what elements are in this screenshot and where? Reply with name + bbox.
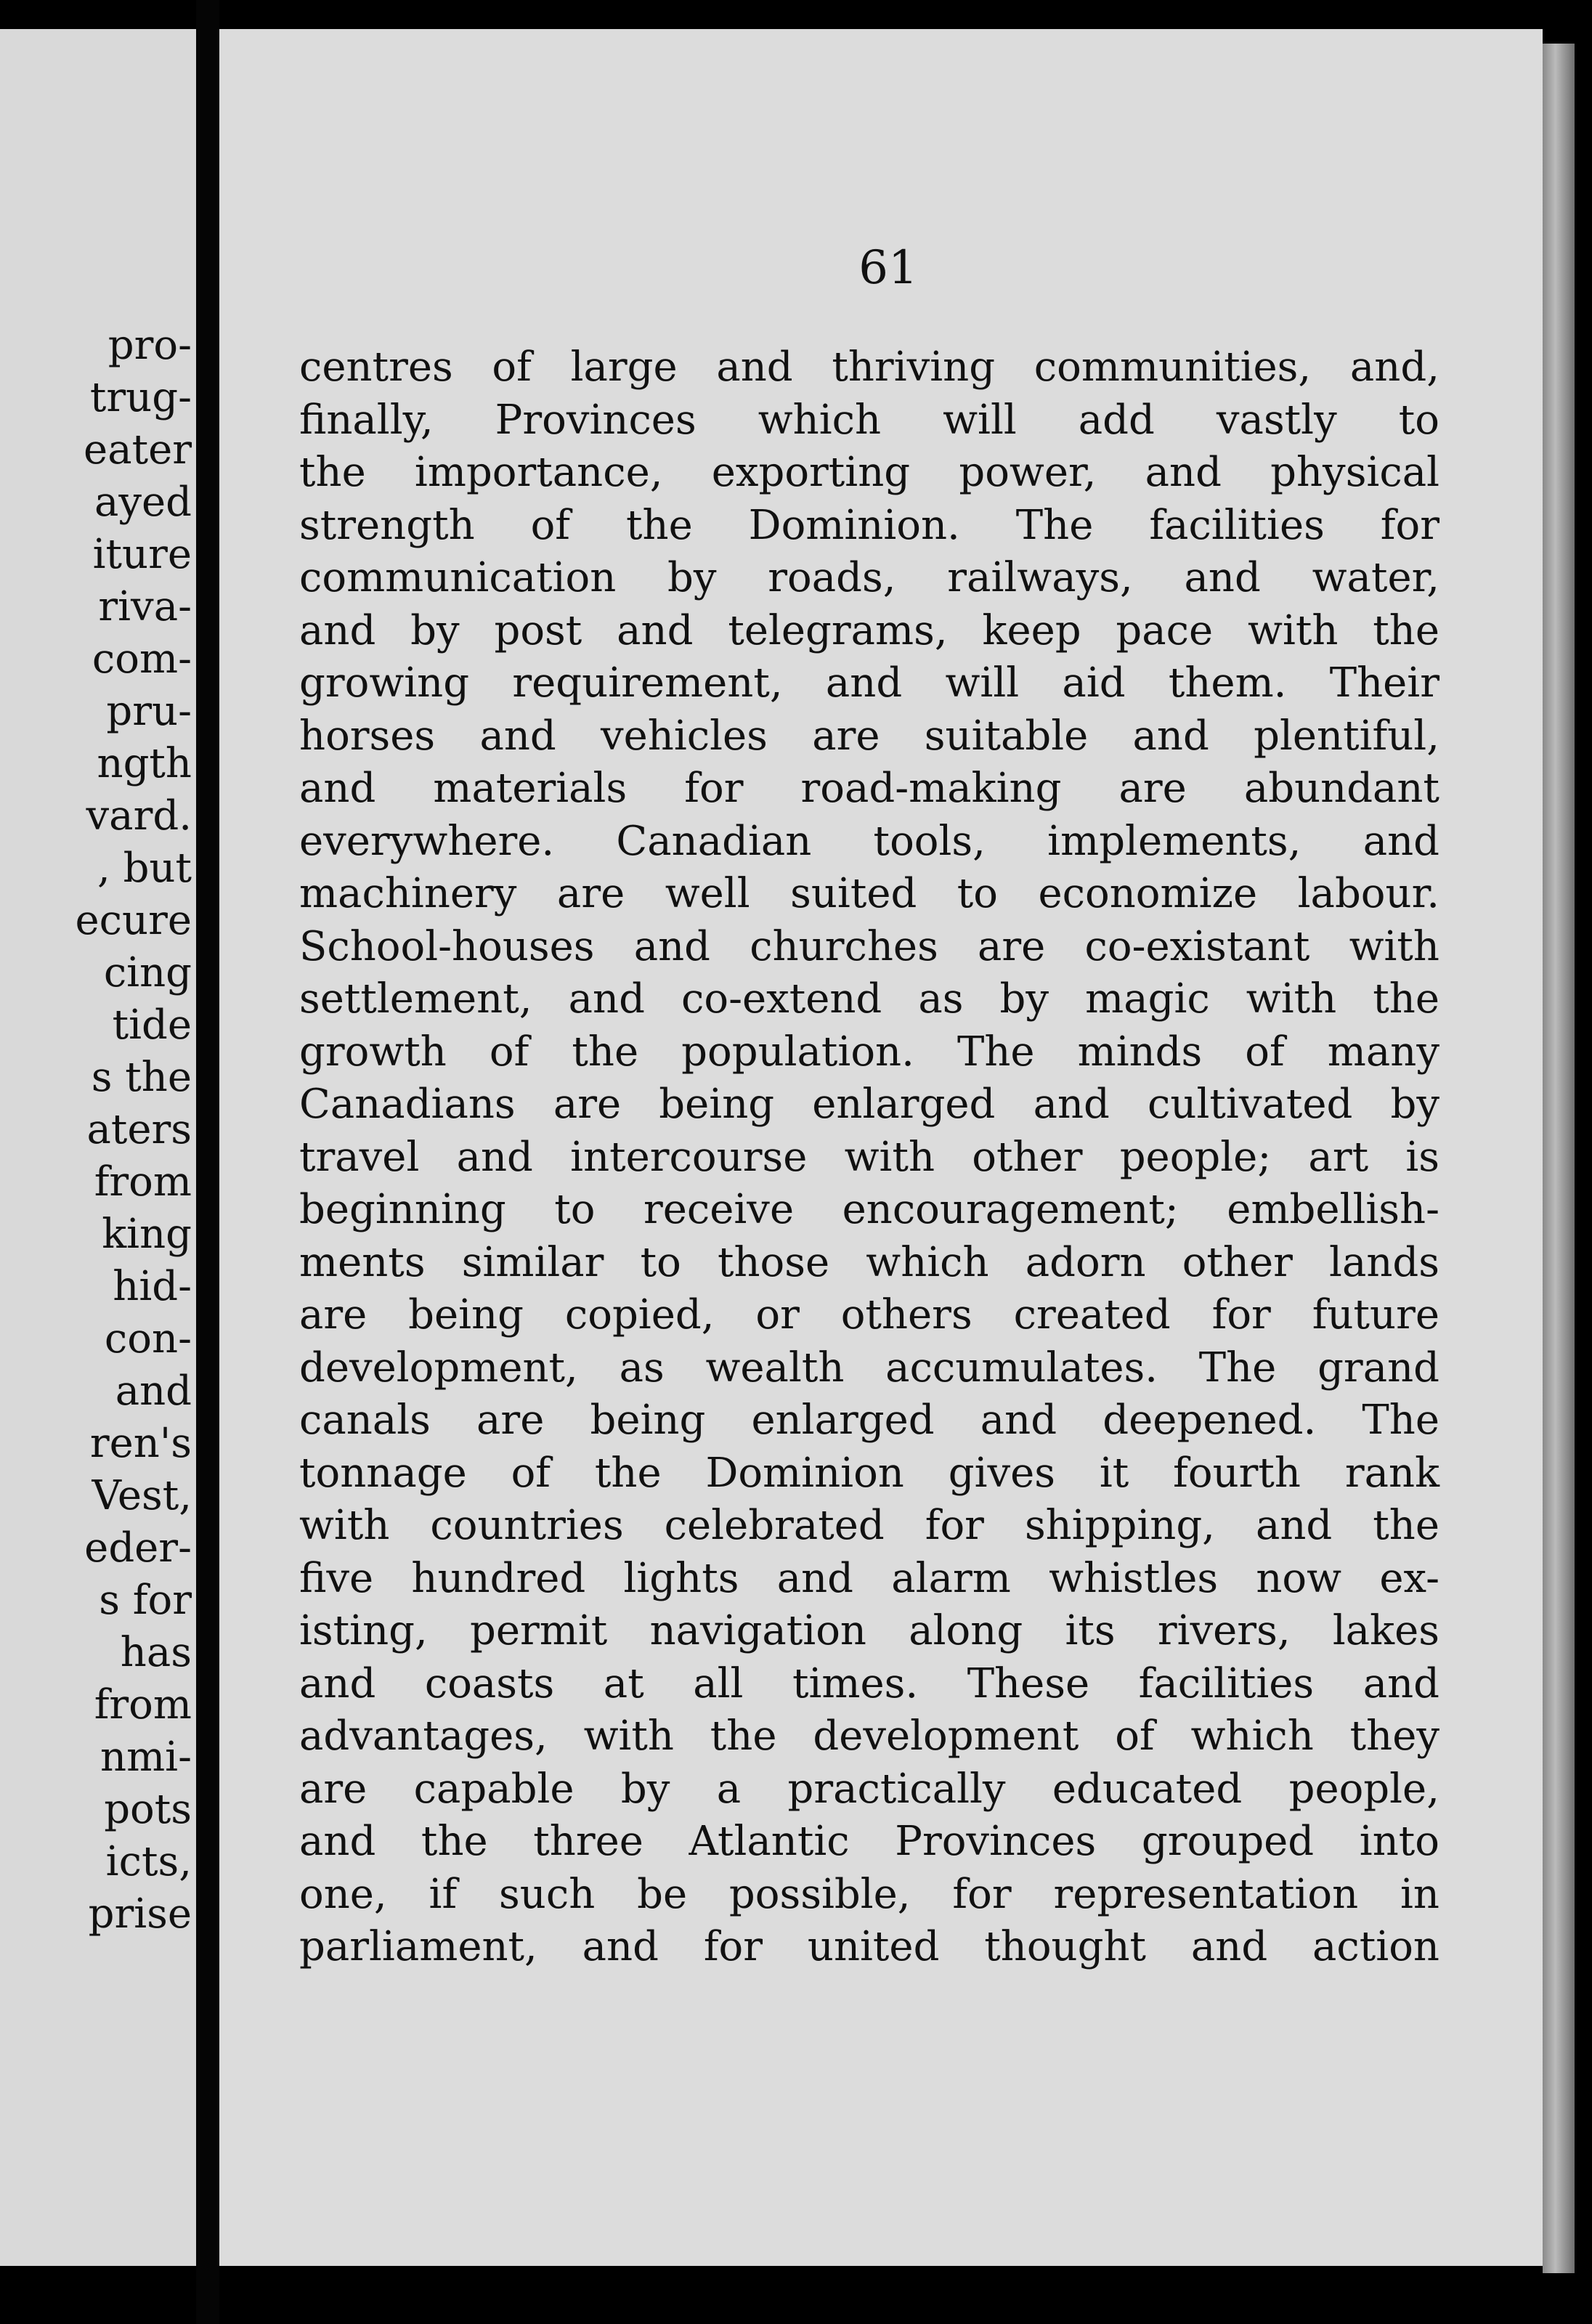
previous-page-text bbox=[10, 320, 192, 1941]
left-fragment: com- bbox=[92, 635, 192, 683]
left-fragment: iture bbox=[92, 531, 192, 578]
text-line: travel and intercourse with other people; art is bbox=[299, 1133, 1439, 1181]
text-line: and by post and telegrams, keep pace with the bbox=[299, 606, 1439, 654]
text-line: are being copied, or others created for future bbox=[299, 1291, 1439, 1338]
left-fragment: nmi- bbox=[100, 1734, 192, 1781]
text-line: parliament, and for united thought and action bbox=[299, 1923, 1439, 1970]
left-fragment: pots bbox=[104, 1786, 192, 1833]
left-fragment: pru- bbox=[106, 688, 192, 735]
text-line: horses and vehicles are suitable and plentiful, bbox=[299, 712, 1439, 760]
text-line: and materials for road-making are abundant bbox=[299, 765, 1439, 812]
left-fragment: pro- bbox=[107, 322, 192, 369]
left-fragment: eater bbox=[84, 426, 192, 474]
text-line: settlement, and co-extend as by magic with the bbox=[299, 975, 1439, 1023]
left-fragment: riva- bbox=[98, 583, 192, 630]
left-fragment: ayed bbox=[94, 479, 192, 526]
left-fragment: hid- bbox=[113, 1263, 192, 1310]
text-line: and coasts at all times. These facilities and bbox=[299, 1659, 1439, 1707]
left-fragment: from bbox=[94, 1681, 192, 1728]
text-line: development, as wealth accumulates. The grand bbox=[299, 1344, 1439, 1391]
left-fragment: prise bbox=[88, 1890, 192, 1938]
text-line: ments similar to those which adorn other lands bbox=[299, 1238, 1439, 1286]
text-line: advantages, with the development of which they bbox=[299, 1712, 1439, 1760]
text-line: machinery are well suited to economize labour. bbox=[299, 870, 1439, 917]
text-line: one, if such be possible, for representation in bbox=[299, 1870, 1439, 1918]
left-fragment: s the bbox=[91, 1054, 192, 1101]
left-fragment: trug- bbox=[89, 374, 192, 421]
text-line: everywhere. Canadian tools, implements, and bbox=[299, 817, 1439, 865]
text-line: growing requirement, and will aid them. Their bbox=[299, 659, 1439, 707]
page bbox=[219, 29, 1543, 2266]
left-fragment: from bbox=[94, 1158, 192, 1206]
text-line: finally, Provinces which will add vastly to bbox=[299, 396, 1439, 444]
left-fragment: ecure bbox=[75, 897, 192, 944]
left-fragment: icts, bbox=[105, 1838, 192, 1885]
text-line: with countries celebrated for shipping, and the bbox=[299, 1502, 1439, 1549]
text-line: centres of large and thriving communities, and, bbox=[299, 344, 1439, 391]
left-fragment: cing bbox=[103, 949, 192, 996]
page-number: 61 bbox=[858, 241, 918, 295]
text-line: isting, permit navigation along its rivers, lakes bbox=[299, 1607, 1439, 1654]
left-fragment: and bbox=[115, 1368, 192, 1415]
text-line: growth of the population. The minds of many bbox=[299, 1028, 1439, 1076]
left-fragment: eder- bbox=[84, 1524, 192, 1572]
text-line: communication by roads, railways, and water, bbox=[299, 554, 1439, 601]
body-text bbox=[299, 341, 1439, 1974]
text-line: School-houses and churches are co-existant with bbox=[299, 922, 1439, 970]
text-line: beginning to receive encouragement; embellish- bbox=[299, 1186, 1439, 1233]
left-fragment: vard. bbox=[86, 792, 192, 840]
previous-page-sliver bbox=[0, 29, 196, 2266]
text-line: and the three Atlantic Provinces grouped into bbox=[299, 1818, 1439, 1865]
text-line: are capable by a practically educated people, bbox=[299, 1765, 1439, 1813]
left-fragment: ngth bbox=[97, 740, 192, 787]
book-gutter bbox=[196, 0, 219, 2324]
left-fragment: ren's bbox=[89, 1420, 192, 1467]
left-fragment: s for bbox=[99, 1577, 192, 1624]
left-fragment: Vest, bbox=[92, 1472, 192, 1519]
left-fragment: con- bbox=[104, 1315, 192, 1362]
left-fragment: , but bbox=[97, 845, 192, 892]
text-line: five hundred lights and alarm whistles now ex- bbox=[299, 1554, 1439, 1602]
left-fragment: has bbox=[120, 1629, 192, 1676]
text-line: tonnage of the Dominion gives it fourth rank bbox=[299, 1449, 1439, 1497]
text-line: canals are being enlarged and deepened. The bbox=[299, 1397, 1439, 1444]
text-line: strength of the Dominion. The facilities for bbox=[299, 501, 1439, 549]
left-fragment: king bbox=[102, 1211, 192, 1258]
page-edge bbox=[1543, 44, 1575, 2273]
left-fragment: tide bbox=[112, 1001, 192, 1049]
left-fragment: aters bbox=[86, 1106, 192, 1153]
text-line: the importance, exporting power, and physical bbox=[299, 449, 1439, 496]
text-line: Canadians are being enlarged and cultivated by bbox=[299, 1081, 1439, 1128]
